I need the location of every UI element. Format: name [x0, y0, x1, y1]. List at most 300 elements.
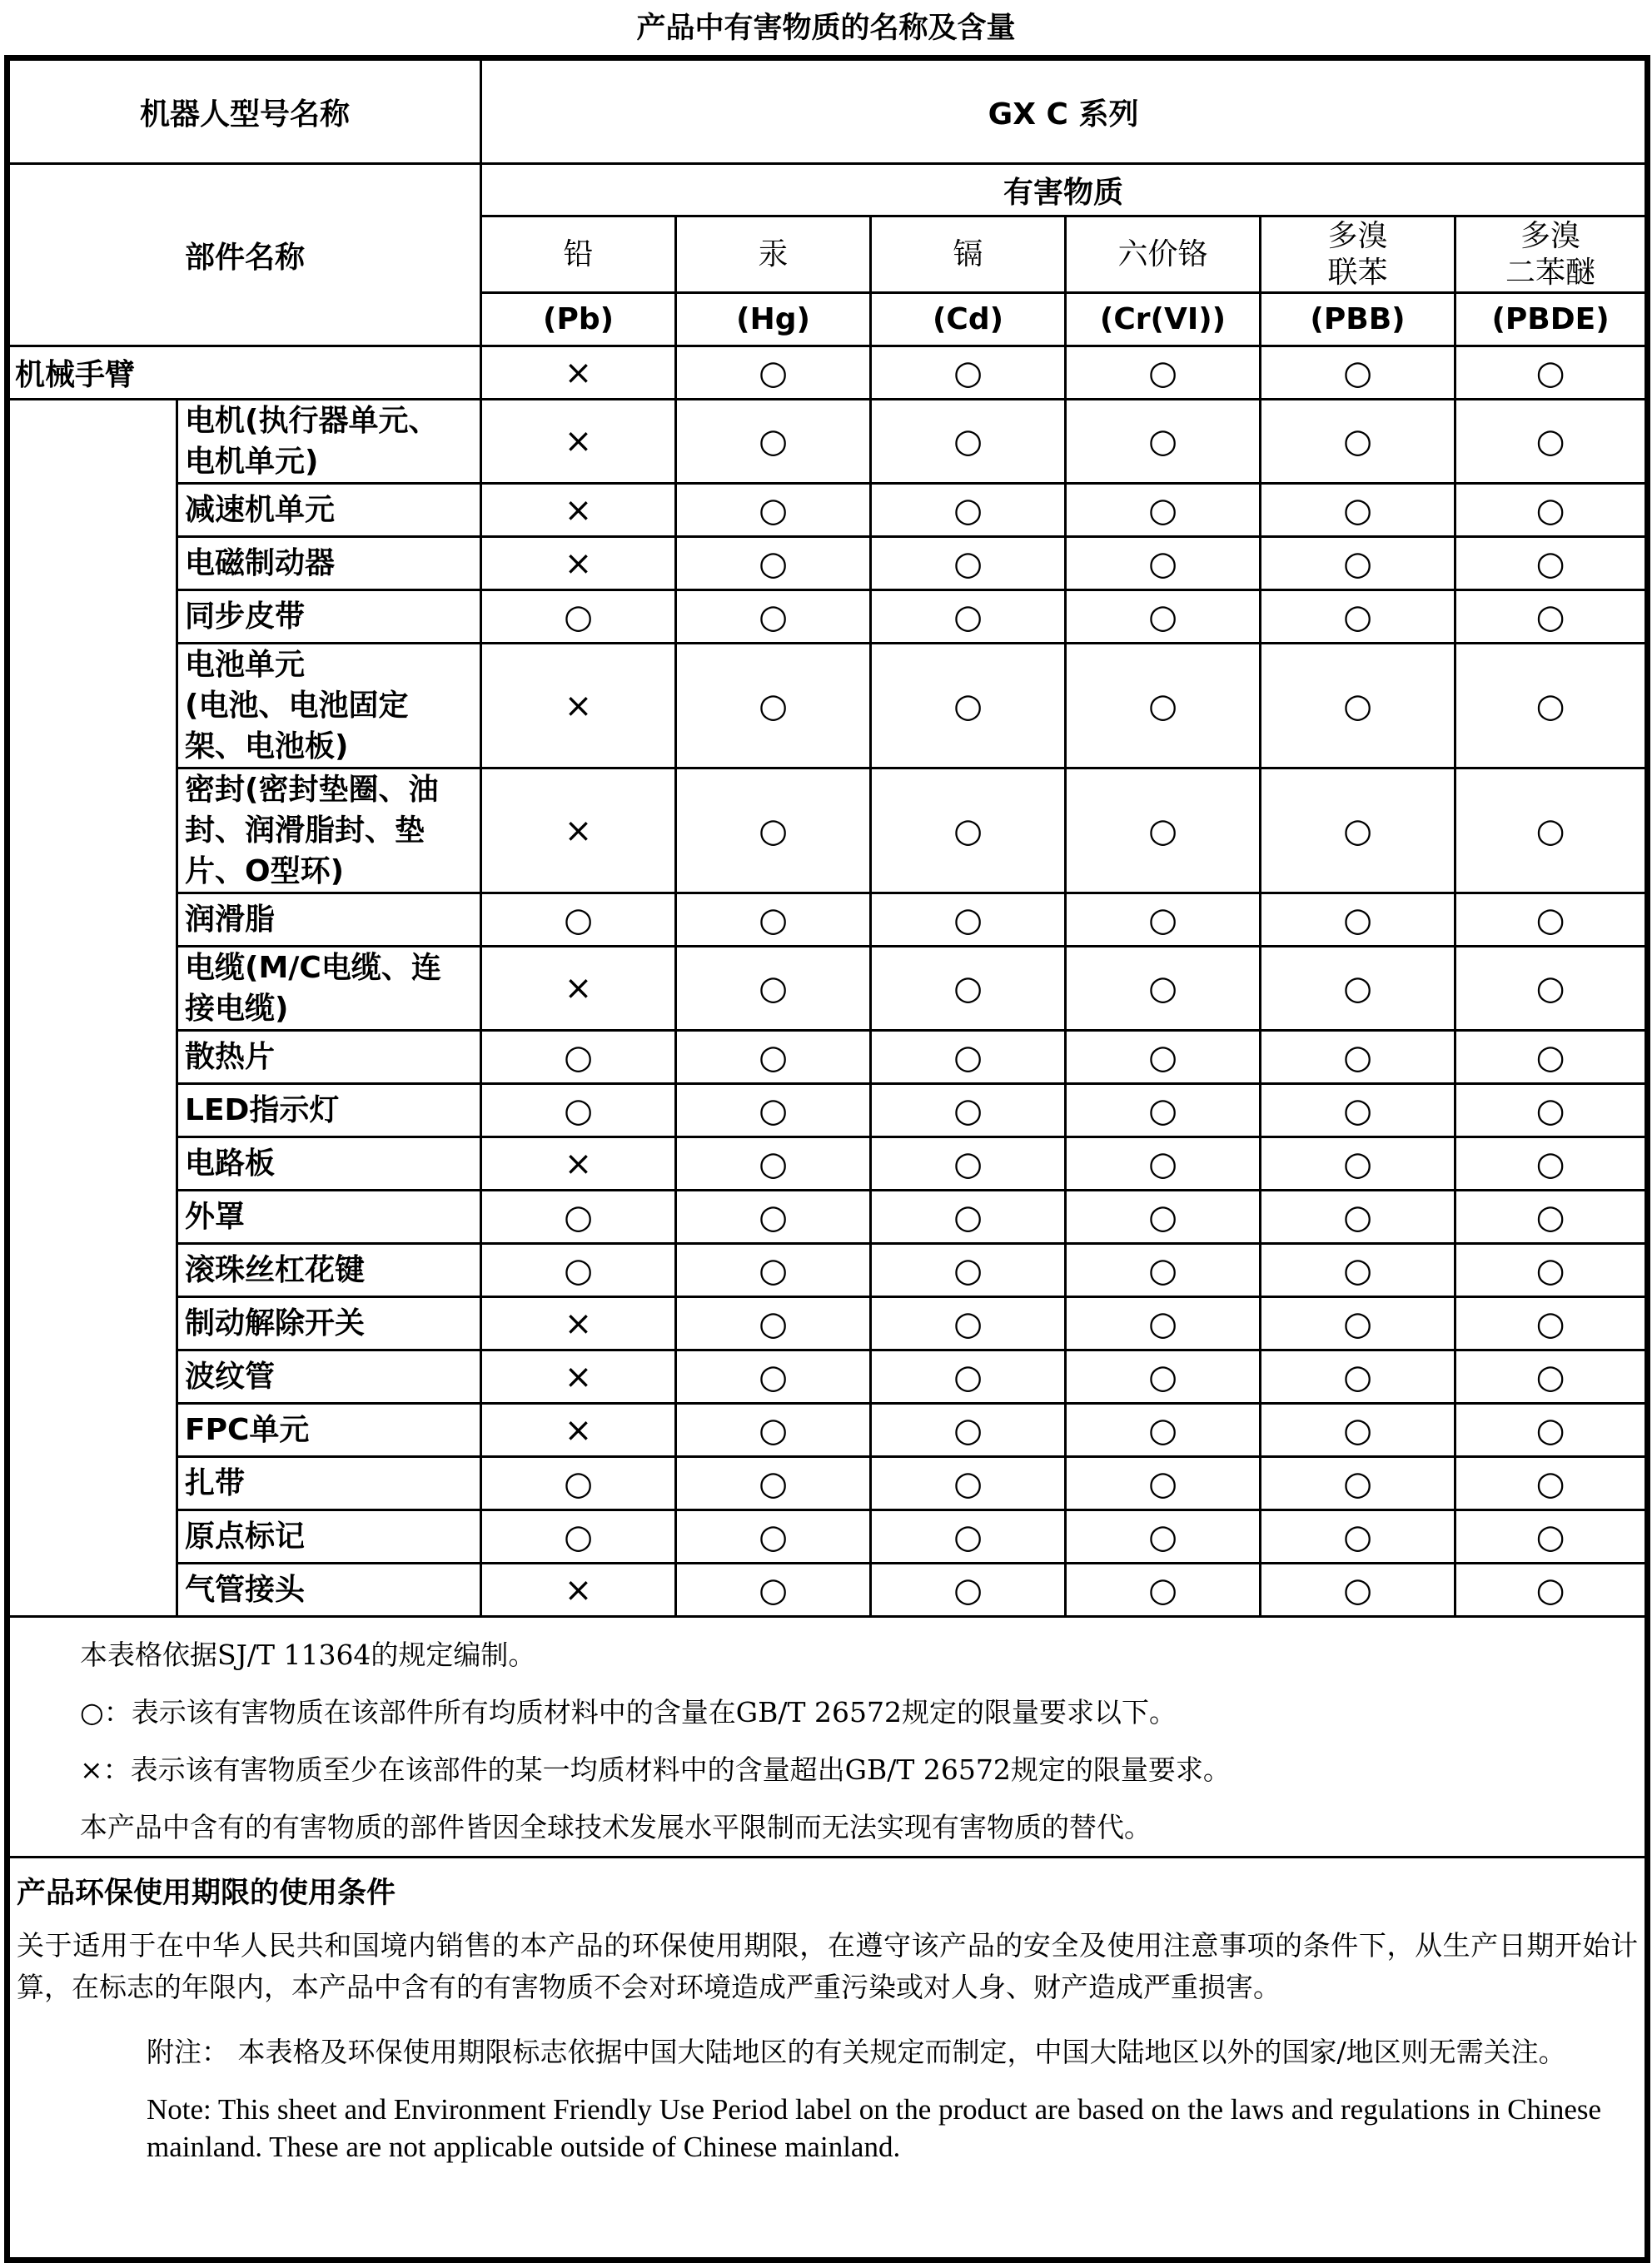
part-5-mark-0 — [481, 768, 676, 893]
indent-spacer — [7, 1564, 177, 1617]
circle-mark-icon: ○ — [759, 1357, 788, 1396]
part-row — [7, 1350, 1648, 1404]
part-6-mark-4 — [1261, 893, 1455, 947]
indent-spacer — [7, 1297, 177, 1350]
circle-mark-icon: ○ — [953, 544, 983, 583]
hazardous-substance-header: 有害物质 — [481, 164, 1648, 216]
part-11-mark-4 — [1261, 1191, 1455, 1244]
part-1-mark-4 — [1261, 484, 1455, 537]
circle-mark-icon: ○ — [1535, 1517, 1565, 1556]
circle-mark-icon: ○ — [1343, 686, 1372, 725]
part-1-mark-0 — [481, 484, 676, 537]
circle-mark-icon: ○ — [1535, 597, 1565, 636]
part-row — [7, 1297, 1648, 1350]
circle-mark-icon: ○ — [953, 490, 983, 530]
part-row — [7, 590, 1648, 644]
circle-mark-icon: ○ — [1535, 1091, 1565, 1130]
part-4-mark-0 — [481, 644, 676, 768]
substance-symbol-5: (PBDE) — [1455, 293, 1648, 346]
circle-mark-icon: ○ — [1148, 490, 1177, 530]
part-14-mark-0 — [481, 1350, 676, 1404]
cross-mark-icon: × — [564, 969, 593, 1007]
substance-symbol-2: (Cd) — [871, 293, 1066, 346]
indent-spacer — [7, 1404, 177, 1457]
circle-mark-icon: ○ — [953, 597, 983, 636]
part-16-mark-1 — [676, 1457, 871, 1510]
substance-name-1: 汞 — [676, 216, 871, 293]
group-mark-5 — [1455, 346, 1648, 400]
substance-name-2: 镉 — [871, 216, 1066, 293]
part-7-mark-3 — [1066, 947, 1261, 1031]
part-name: 润滑脂 — [177, 893, 481, 947]
part-4-mark-4 — [1261, 644, 1455, 768]
circle-mark-icon: ○ — [759, 969, 788, 1007]
part-11-mark-2 — [871, 1191, 1066, 1244]
part-name: 同步皮带 — [177, 590, 481, 644]
circle-mark-icon: ○ — [1343, 1144, 1372, 1183]
part-12-mark-0 — [481, 1244, 676, 1297]
part-9-mark-1 — [676, 1084, 871, 1137]
circle-mark-icon: ○ — [564, 1197, 593, 1236]
conditions-row — [7, 1858, 1648, 2261]
part-3-mark-4 — [1261, 590, 1455, 644]
circle-mark-icon: ○ — [953, 811, 983, 850]
circle-mark-icon: ○ — [759, 686, 788, 725]
part-16-mark-3 — [1066, 1457, 1261, 1510]
part-13-mark-3 — [1066, 1297, 1261, 1350]
part-name: 减速机单元 — [177, 484, 481, 537]
circle-mark-icon: ○ — [759, 597, 788, 636]
circle-mark-icon: ○ — [564, 1091, 593, 1130]
part-name: 密封(密封垫圈、油 封、润滑脂封、垫 片、O型环) — [177, 768, 481, 893]
part-4-mark-3 — [1066, 644, 1261, 768]
cross-mark-icon: × — [564, 811, 593, 850]
part-7-mark-5 — [1455, 947, 1648, 1031]
part-row — [7, 768, 1648, 893]
part-name: 滚珠丝杠花键 — [177, 1244, 481, 1297]
part-2-mark-3 — [1066, 537, 1261, 590]
circle-mark-icon: ○ — [759, 1410, 788, 1450]
hazard-header-row — [7, 164, 1648, 216]
circle-mark-icon: ○ — [759, 811, 788, 850]
circle-mark-icon: ○ — [564, 900, 593, 939]
part-7-mark-1 — [676, 947, 871, 1031]
document-title: 产品中有害物质的名称及含量 — [636, 12, 1016, 45]
part-0-mark-1 — [676, 400, 871, 484]
part-row — [7, 484, 1648, 537]
conditions-annex: 附注： 本表格及环保使用期限标志依据中国大陆地区的有关规定而制定，中国大陆地区以外的国家/地区则无需关注。 — [147, 2036, 1566, 2068]
circle-mark-icon: ○ — [1535, 544, 1565, 583]
part-15-mark-2 — [871, 1404, 1066, 1457]
substance-name-0: 铅 — [481, 216, 676, 293]
group-mark-4 — [1261, 346, 1455, 400]
circle-mark-icon: ○ — [1148, 1144, 1177, 1183]
part-12-mark-3 — [1066, 1244, 1261, 1297]
circle-mark-icon: ○ — [1148, 1251, 1177, 1290]
circle-mark-icon: ○ — [1535, 900, 1565, 939]
indent-spacer — [7, 537, 177, 590]
part-14-mark-3 — [1066, 1350, 1261, 1404]
part-row — [7, 1244, 1648, 1297]
group-mark-1 — [676, 346, 871, 400]
part-row — [7, 893, 1648, 947]
circle-mark-icon: ○ — [1148, 597, 1177, 636]
part-11-mark-3 — [1066, 1191, 1261, 1244]
part-14-mark-5 — [1455, 1350, 1648, 1404]
conditions-title: 产品环保使用期限的使用条件 — [17, 1877, 396, 1910]
circle-mark-icon: ○ — [1535, 490, 1565, 530]
indent-spacer — [7, 1350, 177, 1404]
substance-symbol-1: (Hg) — [676, 293, 871, 346]
part-18-mark-4 — [1261, 1564, 1455, 1617]
substance-symbol-3: (Cr(VI)) — [1066, 293, 1261, 346]
circle-mark-icon: ○ — [1148, 900, 1177, 939]
substance-name-3: 六价铬 — [1066, 216, 1261, 293]
circle-mark-icon: ○ — [953, 900, 983, 939]
part-name: 原点标记 — [177, 1510, 481, 1564]
part-5-mark-1 — [676, 768, 871, 893]
circle-mark-icon: ○ — [1343, 1197, 1372, 1236]
indent-spacer — [7, 1191, 177, 1244]
circle-mark-icon: ○ — [1343, 422, 1372, 460]
circle-mark-icon: ○ — [1535, 1570, 1565, 1609]
circle-mark-icon: ○ — [759, 422, 788, 460]
part-3-mark-2 — [871, 590, 1066, 644]
notes-row — [7, 1617, 1648, 1858]
part-13-mark-4 — [1261, 1297, 1455, 1350]
circle-mark-icon: ○ — [759, 1144, 788, 1183]
part-15-mark-0 — [481, 1404, 676, 1457]
part-7-mark-0 — [481, 947, 676, 1031]
circle-mark-icon: ○ — [1343, 1517, 1372, 1556]
indent-spacer — [7, 1137, 177, 1191]
part-name-header: 部件名称 — [7, 164, 481, 346]
part-4-mark-5 — [1455, 644, 1648, 768]
circle-mark-icon: ○ — [1535, 1464, 1565, 1503]
part-name: 扎带 — [177, 1457, 481, 1510]
part-11-mark-0 — [481, 1191, 676, 1244]
circle-mark-icon: ○ — [953, 422, 983, 460]
part-row — [7, 947, 1648, 1031]
circle-mark-icon: ○ — [1343, 1251, 1372, 1290]
circle-mark-icon: ○ — [953, 1304, 983, 1343]
circle-mark-icon: ○ — [759, 1091, 788, 1130]
circle-mark-icon: ○ — [1343, 353, 1372, 392]
indent-spacer — [7, 1031, 177, 1084]
part-6-mark-1 — [676, 893, 871, 947]
circle-mark-icon: ○ — [1535, 686, 1565, 725]
part-1-mark-2 — [871, 484, 1066, 537]
circle-mark-icon: ○ — [1148, 969, 1177, 1007]
part-2-mark-5 — [1455, 537, 1648, 590]
indent-spacer — [7, 400, 177, 484]
part-4-mark-2 — [871, 644, 1066, 768]
circle-mark-icon: ○ — [759, 544, 788, 583]
part-10-mark-3 — [1066, 1137, 1261, 1191]
part-12-mark-2 — [871, 1244, 1066, 1297]
substance-name-4: 多溴 联苯 — [1261, 216, 1455, 293]
part-name: 气管接头 — [177, 1564, 481, 1617]
circle-mark-icon: ○ — [953, 1144, 983, 1183]
part-0-mark-3 — [1066, 400, 1261, 484]
note-ng-meaning: ×：表示该有害物质至少在该部件的某一均质材料中的含量超出GB/T 26572规定的限量要求。 — [80, 1753, 1231, 1786]
part-0-mark-2 — [871, 400, 1066, 484]
circle-mark-icon: ○ — [1148, 1037, 1177, 1077]
cross-mark-icon: × — [564, 1357, 593, 1396]
circle-mark-icon: ○ — [1148, 1357, 1177, 1396]
part-16-mark-0 — [481, 1457, 676, 1510]
part-name: 外罩 — [177, 1191, 481, 1244]
cross-mark-icon: × — [564, 422, 593, 460]
circle-mark-icon: ○ — [1535, 1251, 1565, 1290]
part-row — [7, 1510, 1648, 1564]
part-5-mark-5 — [1455, 768, 1648, 893]
substance-name-5: 多溴 二苯醚 — [1455, 216, 1648, 293]
circle-mark-icon: ○ — [564, 1037, 593, 1077]
part-16-mark-5 — [1455, 1457, 1648, 1510]
part-6-mark-3 — [1066, 893, 1261, 947]
part-14-mark-4 — [1261, 1350, 1455, 1404]
indent-spacer — [7, 484, 177, 537]
circle-mark-icon: ○ — [1343, 900, 1372, 939]
circle-mark-icon: ○ — [564, 1464, 593, 1503]
part-8-mark-1 — [676, 1031, 871, 1084]
part-3-mark-1 — [676, 590, 871, 644]
part-0-mark-0 — [481, 400, 676, 484]
note-substitution: 本产品中含有的有害物质的部件皆因全球技术发展水平限制而无法实现有害物质的替代。 — [80, 1811, 1152, 1843]
circle-mark-icon: ○ — [759, 1251, 788, 1290]
part-row — [7, 1404, 1648, 1457]
circle-mark-icon: ○ — [953, 1251, 983, 1290]
part-13-mark-0 — [481, 1297, 676, 1350]
circle-mark-icon: ○ — [564, 1517, 593, 1556]
part-15-mark-5 — [1455, 1404, 1648, 1457]
part-10-mark-4 — [1261, 1137, 1455, 1191]
part-9-mark-5 — [1455, 1084, 1648, 1137]
model-label: 机器人型号名称 — [7, 58, 481, 164]
part-1-mark-3 — [1066, 484, 1261, 537]
indent-spacer — [7, 768, 177, 893]
circle-mark-icon: ○ — [1148, 544, 1177, 583]
model-value: GX C 系列 — [481, 58, 1648, 164]
part-2-mark-0 — [481, 537, 676, 590]
part-8-mark-3 — [1066, 1031, 1261, 1084]
part-9-mark-3 — [1066, 1084, 1261, 1137]
circle-mark-icon: ○ — [953, 1037, 983, 1077]
part-2-mark-1 — [676, 537, 871, 590]
part-2-mark-4 — [1261, 537, 1455, 590]
part-row — [7, 400, 1648, 484]
circle-mark-icon: ○ — [1535, 1304, 1565, 1343]
part-name: FPC单元 — [177, 1404, 481, 1457]
part-18-mark-0 — [481, 1564, 676, 1617]
part-row — [7, 1564, 1648, 1617]
circle-mark-icon: ○ — [953, 686, 983, 725]
circle-mark-icon: ○ — [1535, 969, 1565, 1007]
part-12-mark-5 — [1455, 1244, 1648, 1297]
conditions-body: 关于适用于在中华人民共和国境内销售的本产品的环保使用期限，在遵守该产品的安全及使用注意事项的条件下，从生产日期开始计算，在标志的年限内，本产品中含有的有害物质不会对环境造成严重污染或对人身、财产造成严重损害。 — [17, 1929, 1639, 2003]
circle-mark-icon: ○ — [1535, 353, 1565, 392]
part-18-mark-5 — [1455, 1564, 1648, 1617]
conditions-note-english: Note: This sheet and Environment Friendly Use Period label on the product are based on the laws and regulations in Chinese mainland. These are not applicable outside of Chinese mainland. — [147, 2093, 1602, 2163]
part-6-mark-2 — [871, 893, 1066, 947]
part-row — [7, 537, 1648, 590]
part-6-mark-0 — [481, 893, 676, 947]
part-row — [7, 1457, 1648, 1510]
part-16-mark-4 — [1261, 1457, 1455, 1510]
part-17-mark-3 — [1066, 1510, 1261, 1564]
part-name: 电路板 — [177, 1137, 481, 1191]
part-18-mark-3 — [1066, 1564, 1261, 1617]
circle-mark-icon: ○ — [953, 1464, 983, 1503]
cross-mark-icon: × — [564, 544, 593, 583]
circle-mark-icon: ○ — [1343, 1357, 1372, 1396]
note-standard: 本表格依据SJ/T 11364的规定编制。 — [80, 1639, 536, 1671]
part-14-mark-2 — [871, 1350, 1066, 1404]
part-3-mark-5 — [1455, 590, 1648, 644]
part-3-mark-0 — [481, 590, 676, 644]
part-row — [7, 1137, 1648, 1191]
indent-spacer — [7, 590, 177, 644]
part-row — [7, 644, 1648, 768]
part-9-mark-0 — [481, 1084, 676, 1137]
indent-spacer — [7, 1244, 177, 1297]
part-name: 制动解除开关 — [177, 1297, 481, 1350]
part-name: 电池单元 (电池、电池固定 架、电池板) — [177, 644, 481, 768]
circle-mark-icon: ○ — [1148, 353, 1177, 392]
circle-mark-icon: ○ — [1535, 1357, 1565, 1396]
circle-mark-icon: ○ — [953, 1570, 983, 1609]
indent-spacer — [7, 1457, 177, 1510]
indent-spacer — [7, 1084, 177, 1137]
cross-mark-icon: × — [564, 1144, 593, 1183]
circle-mark-icon: ○ — [759, 1304, 788, 1343]
circle-mark-icon: ○ — [1343, 969, 1372, 1007]
part-row — [7, 1084, 1648, 1137]
part-name: 波纹管 — [177, 1350, 481, 1404]
circle-mark-icon: ○ — [1343, 1464, 1372, 1503]
part-5-mark-2 — [871, 768, 1066, 893]
circle-mark-icon: ○ — [759, 1570, 788, 1609]
part-row — [7, 1031, 1648, 1084]
part-15-mark-1 — [676, 1404, 871, 1457]
circle-mark-icon: ○ — [953, 1091, 983, 1130]
part-10-mark-5 — [1455, 1137, 1648, 1191]
circle-mark-icon: ○ — [1343, 544, 1372, 583]
part-17-mark-4 — [1261, 1510, 1455, 1564]
indent-spacer — [7, 947, 177, 1031]
part-12-mark-4 — [1261, 1244, 1455, 1297]
part-8-mark-5 — [1455, 1031, 1648, 1084]
group-mark-3 — [1066, 346, 1261, 400]
circle-mark-icon: ○ — [1535, 811, 1565, 850]
circle-mark-icon: ○ — [759, 1197, 788, 1236]
hazardous-substances-table — [4, 55, 1650, 2263]
part-15-mark-4 — [1261, 1404, 1455, 1457]
part-0-mark-5 — [1455, 400, 1648, 484]
cross-mark-icon: × — [564, 490, 593, 530]
part-10-mark-1 — [676, 1137, 871, 1191]
part-7-mark-4 — [1261, 947, 1455, 1031]
part-17-mark-1 — [676, 1510, 871, 1564]
part-13-mark-5 — [1455, 1297, 1648, 1350]
part-17-mark-5 — [1455, 1510, 1648, 1564]
part-11-mark-1 — [676, 1191, 871, 1244]
part-row — [7, 1191, 1648, 1244]
notes-cell — [7, 1617, 1648, 1858]
part-1-mark-5 — [1455, 484, 1648, 537]
circle-mark-icon: ○ — [953, 1357, 983, 1396]
part-0-mark-4 — [1261, 400, 1455, 484]
circle-mark-icon: ○ — [953, 1197, 983, 1236]
cross-mark-icon: × — [564, 686, 593, 725]
group-mark-0 — [481, 346, 676, 400]
part-17-mark-2 — [871, 1510, 1066, 1564]
part-3-mark-3 — [1066, 590, 1261, 644]
circle-mark-icon: ○ — [1148, 1197, 1177, 1236]
circle-mark-icon: ○ — [1535, 1037, 1565, 1077]
circle-mark-icon: ○ — [1148, 1410, 1177, 1450]
circle-mark-icon: ○ — [953, 1517, 983, 1556]
part-8-mark-0 — [481, 1031, 676, 1084]
circle-mark-icon: ○ — [1148, 1091, 1177, 1130]
circle-mark-icon: ○ — [953, 1410, 983, 1450]
part-1-mark-1 — [676, 484, 871, 537]
part-13-mark-2 — [871, 1297, 1066, 1350]
circle-mark-icon: ○ — [1535, 1144, 1565, 1183]
circle-mark-icon: ○ — [1535, 1410, 1565, 1450]
part-17-mark-0 — [481, 1510, 676, 1564]
circle-mark-icon: ○ — [1343, 1570, 1372, 1609]
part-9-mark-2 — [871, 1084, 1066, 1137]
note-ok-meaning: ○：表示该有害物质在该部件所有均质材料中的含量在GB/T 26572规定的限量要求以下。 — [80, 1696, 1177, 1728]
circle-mark-icon: ○ — [953, 969, 983, 1007]
part-6-mark-5 — [1455, 893, 1648, 947]
part-18-mark-1 — [676, 1564, 871, 1617]
circle-mark-icon: ○ — [1343, 1037, 1372, 1077]
circle-mark-icon: ○ — [1148, 1570, 1177, 1609]
part-name: LED指示灯 — [177, 1084, 481, 1137]
circle-mark-icon: ○ — [1148, 811, 1177, 850]
part-10-mark-0 — [481, 1137, 676, 1191]
part-12-mark-1 — [676, 1244, 871, 1297]
substance-symbol-0: (Pb) — [481, 293, 676, 346]
group-name: 机械手臂 — [7, 346, 481, 400]
indent-spacer — [7, 644, 177, 768]
circle-mark-icon: ○ — [759, 1464, 788, 1503]
circle-mark-icon: ○ — [759, 1037, 788, 1077]
circle-mark-icon: ○ — [1343, 1304, 1372, 1343]
circle-mark-icon: ○ — [759, 490, 788, 530]
conditions-cell — [7, 1858, 1648, 2261]
part-8-mark-2 — [871, 1031, 1066, 1084]
part-11-mark-5 — [1455, 1191, 1648, 1244]
part-5-mark-3 — [1066, 768, 1261, 893]
cross-mark-icon: × — [564, 353, 593, 392]
circle-mark-icon: ○ — [564, 597, 593, 636]
part-9-mark-4 — [1261, 1084, 1455, 1137]
circle-mark-icon: ○ — [1535, 1197, 1565, 1236]
circle-mark-icon: ○ — [564, 1251, 593, 1290]
circle-mark-icon: ○ — [1343, 1410, 1372, 1450]
part-name: 散热片 — [177, 1031, 481, 1084]
part-8-mark-4 — [1261, 1031, 1455, 1084]
part-18-mark-2 — [871, 1564, 1066, 1617]
part-name: 电磁制动器 — [177, 537, 481, 590]
part-4-mark-1 — [676, 644, 871, 768]
circle-mark-icon: ○ — [1148, 686, 1177, 725]
circle-mark-icon: ○ — [1343, 490, 1372, 530]
